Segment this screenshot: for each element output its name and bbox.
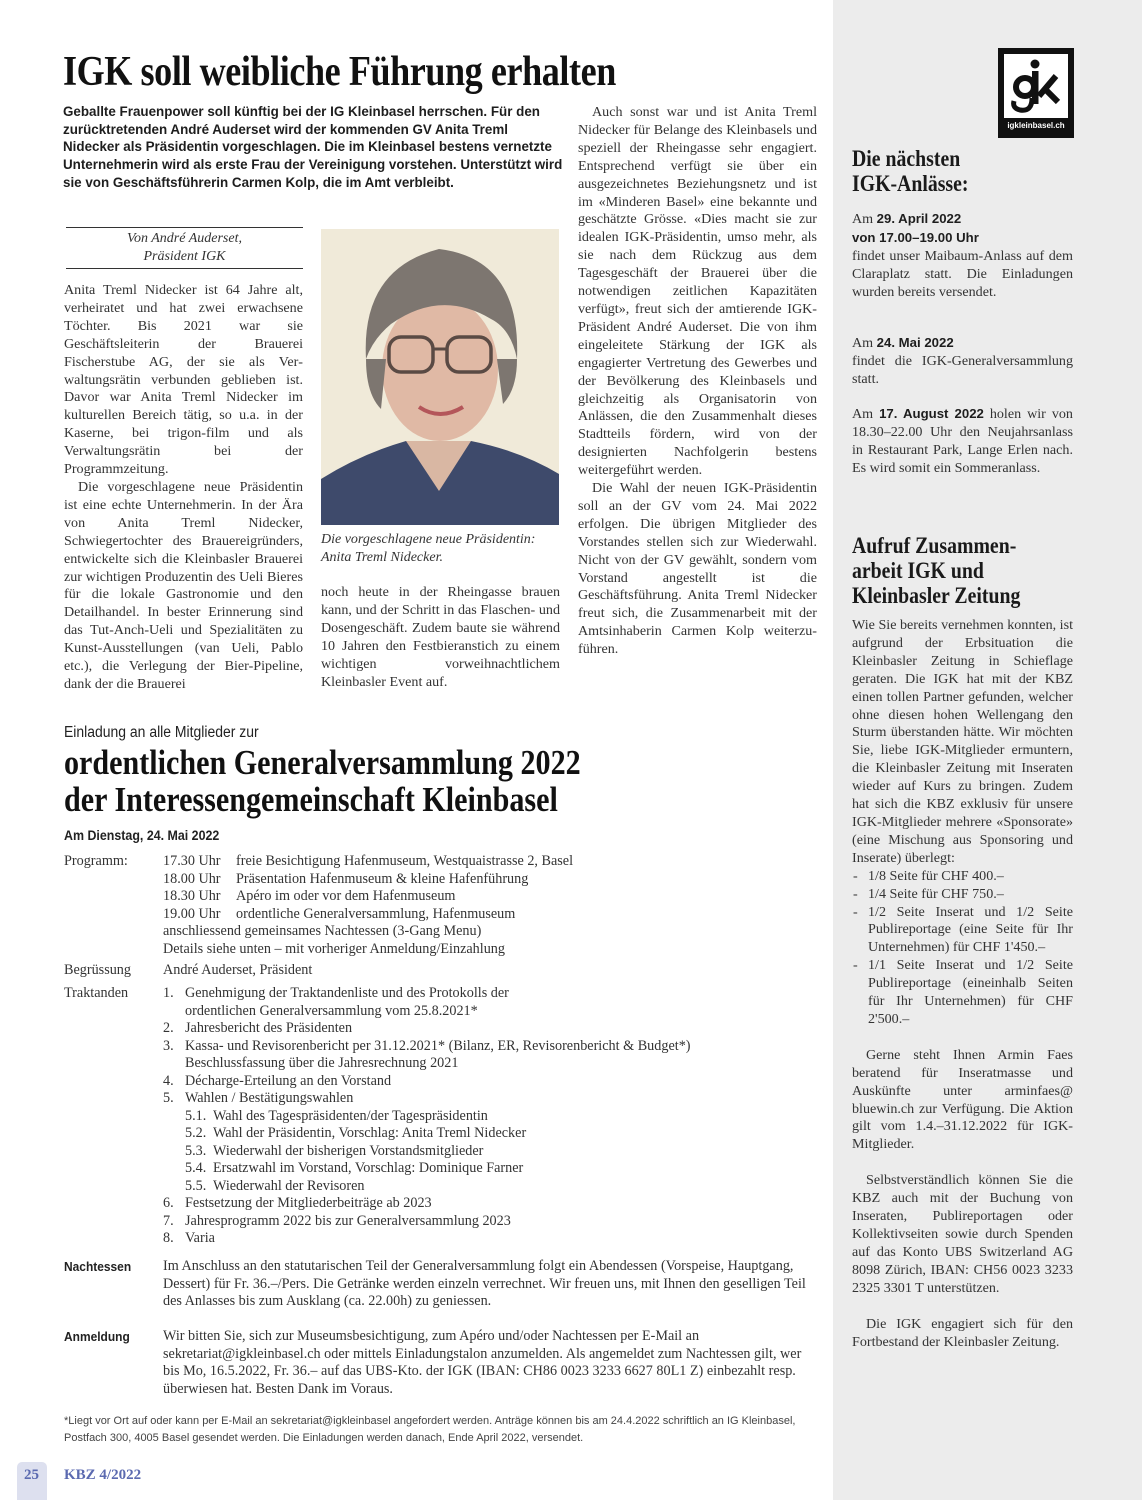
programm-note: Details siehe unten – mit vorheriger Anmeldung/Einzahlung [163,940,505,957]
footnote: *Liegt vor Ort auf oder kann per E-Mail an sekretariat@igkleinbasel angefordert werden. Anträge können bis am 24.4.2022 schriftlich an IG Kleinbasel, Postfach 300, 4005 Basel gesendet werden. Die Einladungen werden danach, Ende April 2022, versendet. [64,1415,796,1444]
event-text: findet unser Maibaum-Anlass auf dem Claraplatz statt. Die Einladungen wurden bereits versendet. [852,247,1073,300]
offer-item: - 1/8 Seite für CHF 400.– [852,868,1073,886]
offer-item: - 1/1 Seite Inserat und 1/2 Seite Publireportage (eineinhalb Seiten für Ihr Unternehmen) für CHF 2'500.– [852,957,1073,1029]
programm-item: 18.30 Uhr Apéro im oder vor dem Hafenmuseum [163,888,456,904]
article-byline [66,227,303,269]
programm-list [163,853,573,958]
event-date: 29. April 2022 [876,211,962,226]
portrait-photo [321,229,559,525]
call-body [852,617,1073,1351]
byline-role: Präsident IGK [143,248,226,264]
event-text: holen wir von 18.30–22.00 Uhr den Neujahrsanlass in Restaurant Park, Lange Erlen nach. Es wird somit ein Sommeranlass. [852,406,1073,476]
wahl-item: 5.1. Wahl des Tagespräsidenten/der Tagespräsidentin [185,1107,488,1124]
article-headline: IGK soll weibliche Führung erhalten [63,49,616,95]
event-1: Am 29. April 2022 von 17.00–19.00 Uhr findet unser Maibaum-Anlass auf dem Claraplatz statt. Die Einladungen wurden bereits versendet. [852,211,1073,300]
events-title: Die nächsten IGK-Anlässe: [852,146,969,196]
traktandum: 3. Kassa- und Revisorenbericht per 31.12.2021* (Bilanz, ER, Revisorenbericht & Budget*) [163,1037,691,1054]
anmeldung-text: Wir bitten Sie, sich zur Museumsbesichtigung, zum Apéro und/oder Nachtessen per E-Mail an sekretariat@igkleinbasel.ch oder mittels Einladungstalon anzumelden. Als angemeldet zum Nachtessen gilt, wer bis Mo, 16.5.2022, Fr. 36.– auf das UBS-Kto. der IGK (IBAN: CH86 0023 3233 6627 80L1 Z) einbezahlt resp. überwiesen hat. Besten Dank im Voraus. [163,1328,802,1397]
traktanden-label: Traktanden [64,985,129,1001]
event-time: von 17.00–19.00 Uhr [852,229,979,245]
wahl-item: 5.3. Wiederwahl der bisherigen Vorstandsmitglieder [185,1142,484,1159]
call-paragraph: Gerne steht Ihnen Armin Faes beratend für Inseratmasse und Auskünfte unter arminfaes@ bluewin.ch zur Verfügung. Die Aktion gilt vom 1.4.–31.12.2022 für IGK-Mitglieder. [852,1046,1073,1153]
invitation-date: Am Dienstag, 24. Mai 2022 [64,828,220,843]
invitation-title-line: der Interessengemeinschaft Kleinbasel [64,780,558,819]
event-2: Am 24. Mai 2022 findet die IGK-Generalversammlung statt. [852,335,1073,387]
programm-label: Programm: [64,853,128,869]
offer-item: - 1/2 Seite Inserat und 1/2 Seite Publireportage (eine Seite für Ihr Unternehmen) für CHF 1'450.– [852,904,1073,958]
traktandum: 7. Jahresprogramm 2022 bis zur Generalversammlung 2023 [163,1212,511,1229]
igk-logo-icon [1004,54,1068,118]
traktandum: 5. Wahlen / Bestätigungswahlen [163,1090,354,1106]
traktandum: 6. Festsetzung der Mitgliederbeiträge ab 2023 [163,1195,432,1211]
page-number: 25 [24,1467,39,1483]
nachtessen-label: Nachtessen [64,1259,132,1274]
call-paragraph: Die IGK engagiert sich für den Fortbestand der Kleinbasler Zeitung. [852,1315,1073,1350]
call-paragraph: Wie Sie bereits vernehmen konnten, ist aufgrund der Erbsituation die Kleinbasler Zeitung in Schieflage geraten. Die IGK hat mit der KBZ einen tollen Partner gefunden, welcher ohne diesen hohen Wellengang den Sturm überstanden hätte. Wir möchten Sie, liebe IGK-Mitglieder ermuntern, die Kleinbasler Zeitung mit Inseraten wieder auf Kurs zu bringen. Zudem hat sich die KBZ exklusiv für unsere IGK-Mitglieder mehrere «Sponsorate» (eine Mischung aus Sponsoring und Inserate) überlegt: [852,617,1073,866]
article-paragraph: noch heute in der Rheingasse brauen kann, und der Schritt in das Flaschen- und Dosengeschäft. Zudem baute sie während 10 Jahren den Festbieranstich zu einem wichtigen vorweihnachtlichem Kleinbasler Event auf. [321,584,560,690]
article-lead: Geballte Frauenpower soll künftig bei der IG Kleinbasel herrschen. Für den zurücktretenden André Auderset wird der kommenden GV Anita Treml Nidecker als Präsidentin vorgeschlagen. Die im Kleinbasel bestens vernetzte Unternehmerin wird als erste Frau der Vereinigung vorstehen. Unterstützt wird sie von Geschäftsführerin Carmen Kolp, die im Amt verbleibt. [63,104,563,190]
programm-item: 17.30 Uhr freie Besichtigung Hafenmuseum, Westquaistrasse 2, Basel [163,853,574,869]
article-column-2 [321,584,560,691]
article-column-3 [578,104,817,659]
programm-item: 18.00 Uhr Präsentation Hafenmuseum & kleine Hafenführung [163,870,529,887]
traktandum-continuation: Beschlussfassung über die Jahresrechnung 2021 [185,1055,459,1071]
wahl-item: 5.4. Ersatzwahl im Vorstand, Vorschlag: Dominique Farner [185,1160,524,1176]
traktandum: 2. Jahresbericht des Präsidenten [163,1020,353,1036]
traktandum: 8. Varia [163,1230,215,1246]
traktanden-list [163,985,691,1248]
traktandum: 4. Décharge-Erteilung an den Vorstand [163,1072,392,1089]
issue-label: KBZ 4/2022 [64,1467,142,1483]
nachtessen-text: Im Anschluss an den statutarischen Teil der Generalversammlung folgt ein Abendessen (Vorspeise, Hauptgang, Dessert) für Fr. 36.–/Pers. Die Getränke werden einzeln verrechnet. Wir freuen uns, mit Ihnen den geselligen Teil des Anlasses bis zum Ausklang (ca. 22.00h) zu geniessen. [163,1258,806,1309]
wahl-item: 5.2. Wahl der Präsidentin, Vorschlag: Anita Treml Nidecker [185,1125,527,1141]
event-text: findet die IGK-Generalversammlung statt. [852,352,1073,387]
offer-list [852,868,1073,1029]
begruessung-text: André Auderset, Präsident [163,962,313,978]
event-date: 17. August 2022 [879,406,984,421]
traktandum-continuation: ordentlichen Generalversammlung vom 25.8.2021* [185,1002,478,1019]
article-paragraph: Auch sonst war und ist Anita Treml Nidecker für Belange des Kleinbasels und speziell der Rheingasse sehr engagiert. Entsprechend verfügt sie über ein ausgezeichnetes Beziehungsnetz und ist im «Minderen Basel» eine bekannte und geschätzte Grösse. «Dies macht sie zur idealen IGK-Präsidentin, umso mehr, als sie nach dem Rückzug aus dem Tagesgeschäft der Brauerei über die notwendigen zeitlichen Kapazitäten verfügt», freut sich der amtierende IGK-Präsident André Auderset. Die von ihm eingeleitete Stärkung der IGK als engagierter Vertretung des Gewerbes und der Bevölkerung des Kleinbasels und gleichzeitig als Organisatorin von Anlässen, die den Zusammenhalt dieses Stadtteils fördern, wird von der designierten Nachfolgerin bestens weitergeführt werden. [578,104,817,479]
igk-logo [998,48,1074,138]
portrait-image [321,229,559,525]
programm-note: anschliessend gemeinsames Nachtessen (3-Gang Menu) [163,923,482,939]
invitation-kicker: Einladung an alle Mitglieder zur [64,724,259,741]
article-column-1 [64,282,303,694]
article-paragraph: Die Wahl der neuen IGK-Präsidentin soll an der GV vom 24. Mai 2022 erfolgen. Die übrigen Mitglieder des Vorstandes stellen sich zur Wiederwahl. Nicht von der GV gewählt, sondern vom Vorstand angestellt ist die Geschäftsführung. Anita Treml Nidecker freut sich, die Zusammenarbeit mit der Amtsinhaberin Carmen Kolp weiterzuführen. [578,480,817,658]
invitation-title [64,744,581,818]
traktandum: 1. Genehmigung der Traktandenliste und des Protokolls der [163,985,509,1001]
anmeldung-label: Anmeldung [64,1329,130,1344]
call-title: Aufruf Zusammen- arbeit IGK und Kleinbasler Zeitung [852,533,1021,608]
begruessung-label: Begrüssung [64,962,131,978]
article-paragraph: Die vorgeschlagene neue Präsidentin ist eine echte Unternehmerin. In der Ära von Anita Treml Nidecker, Schwiegertochter des Brauereigründers, entwickelte sich die Kleinbasler Brauerei zur wichtigen Produzentin des Ueli Bieres für die lokale Gastronomie und den Detailhandel. In bester Erinnerung sind das Tut-Anch-Ueli und Spezialitäten zu Kunst-Ausstellungen (van Ueli, Pablo etc.), die Verlegung der Bier-Pipeline, dank der die Brauerei [64,478,303,692]
wahl-item: 5.5. Wiederwahl der Revisoren [185,1177,365,1194]
event-3: Am 17. August 2022 holen wir von 18.30–22.00 Uhr den Neujahrsanlass in Restaurant Park, Lange Erlen nach. Es wird somit ein Sommeranlass. [852,406,1073,476]
invitation-title-line: ordentlichen Generalversammlung 2022 [64,743,581,782]
logo-url: igkleinbasel.ch [1007,121,1065,130]
byline-author: Von André Auderset, [127,231,242,246]
photo-caption: Die vorgeschlagene neue Präsidentin: Anita Treml Nidecker. [321,532,536,565]
event-date: 24. Mai 2022 [876,335,954,350]
offer-item: - 1/4 Seite für CHF 750.– [852,886,1073,904]
article-paragraph: Anita Treml Nidecker ist 64 Jahre alt, verheiratet und hat zwei erwachsene Töchter. Bis 2021 war sie Geschäftsleiterin der Brauerei Fischerstube AG, der sie als Verwaltungsrätin verbunden geblieben ist. Davor war Anita Treml Nidecker im kulturellen Bereich tätig, so u.a. in der Kaserne, bei trigon-film und als Verwaltungsrätin bei der Programmzeitung. [64,282,303,478]
programm-item: 19.00 Uhr ordentliche Generalversammlung, Hafenmuseum [163,905,516,922]
call-paragraph: Selbstverständlich können Sie die KBZ auch mit der Buchung von Inseraten, Publireportagen oder Kollektivseiten sowie durch Spenden auf das Konto UBS Switzerland AG 8098 Zürich, IBAN: CH56 0023 3233 2325 3301 T unterstützen. [852,1172,1073,1296]
